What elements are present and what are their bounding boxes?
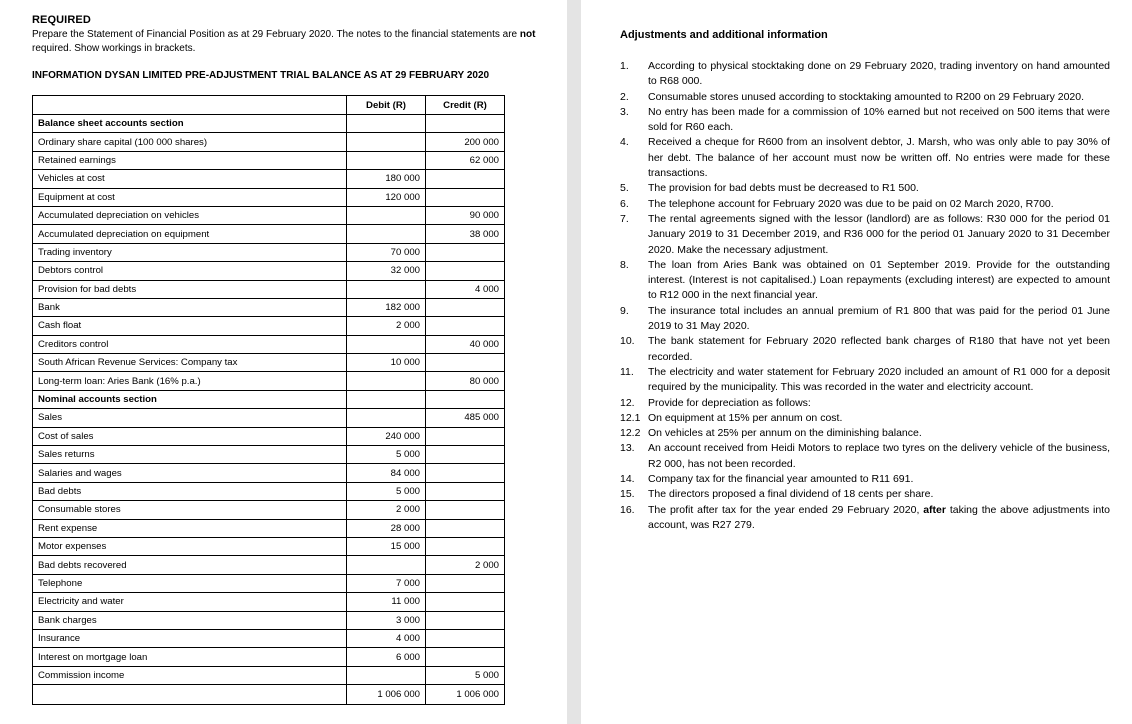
adjustment-item — [620, 105, 1110, 136]
row-debit: 28 000 — [347, 519, 426, 537]
table-row — [33, 464, 505, 482]
row-description: Ordinary share capital (100 000 shares) — [33, 133, 347, 151]
adjustment-text-main: According to physical stocktaking done on 29 February 2020, trading inventory on hand amounted to R68 000. — [648, 60, 1110, 88]
trial-balance-table — [32, 95, 505, 705]
row-description: Bank charges — [33, 611, 347, 629]
row-credit — [426, 501, 505, 519]
adjustment-text — [648, 135, 1110, 181]
adjustment-item — [620, 258, 1110, 304]
row-debit — [347, 115, 426, 133]
table-row — [33, 666, 505, 684]
total-credit: 1 006 000 — [426, 685, 505, 705]
adjustment-number: 5. — [620, 182, 629, 195]
adjustment-text — [648, 365, 1110, 396]
row-description: Equipment at cost — [33, 188, 347, 206]
table-row — [33, 648, 505, 666]
adjustment-text-main: Provide for depreciation as follows: — [648, 396, 811, 409]
row-debit — [347, 280, 426, 298]
row-debit: 5 000 — [347, 446, 426, 464]
adjustment-text-main: The loan from Aries Bank was obtained on 01 September 2019. Provide for the outstanding interest. (Interest is not capitalised.) Loan repayments (excluding interest) are expected to amount to R12 000 in the next financial year. — [648, 258, 1110, 302]
column-header-credit: Credit (R) — [426, 96, 505, 115]
table-row — [33, 170, 505, 188]
row-debit: 7 000 — [347, 574, 426, 592]
row-debit — [347, 409, 426, 427]
table-row — [33, 354, 505, 372]
table-row — [33, 409, 505, 427]
adjustment-number: 2. — [620, 90, 629, 103]
adjustment-item — [620, 503, 1110, 534]
adjustment-text-main: The bank statement for February 2020 reflected bank charges of R180 that have not yet been recorded. — [648, 335, 1110, 363]
row-debit — [347, 133, 426, 151]
adjustment-text-after: taking the above adjustments into account, was R27 279. — [648, 503, 1110, 531]
adjustment-number: 12.1 — [620, 411, 641, 424]
row-credit — [426, 170, 505, 188]
adjustment-item — [620, 441, 1110, 472]
adjustment-item — [620, 197, 1110, 212]
table-row — [33, 280, 505, 298]
adjustment-text — [648, 90, 1110, 105]
adjustment-text — [648, 59, 1110, 90]
row-debit: 10 000 — [347, 354, 426, 372]
row-description: Retained earnings — [33, 151, 347, 169]
row-credit — [426, 243, 505, 261]
adjustment-number: 4. — [620, 136, 629, 149]
required-text-part2: required. Show workings in brackets. — [32, 43, 196, 54]
adjustment-text-main: On vehicles at 25% per annum on the diminishing balance. — [648, 427, 922, 440]
section-row — [33, 115, 505, 133]
row-credit: 200 000 — [426, 133, 505, 151]
adjustment-text-main: The electricity and water statement for February 2020 included an amount of R1 000 for a deposit required by the municipality. This was recorded in the water and electricity account. — [648, 365, 1110, 394]
row-debit: 182 000 — [347, 298, 426, 316]
row-description: Debtors control — [33, 262, 347, 280]
adjustment-item — [620, 396, 1110, 411]
row-credit: 4 000 — [426, 280, 505, 298]
totals-row — [33, 685, 505, 705]
table-row — [33, 206, 505, 224]
row-description: Provision for bad debts — [33, 280, 347, 298]
adjustment-text-bold: after — [923, 503, 946, 516]
adjustment-text-main: The insurance total includes an annual premium of R1 800 that was paid for the period 01 June 2019 to 31 May 2020. — [648, 304, 1110, 333]
adjustment-text-main: Company tax for the financial year amounted to R11 691. — [648, 473, 914, 486]
adjustment-number: 15. — [620, 488, 635, 501]
adjustment-item — [620, 90, 1110, 105]
adjustment-text — [648, 396, 1110, 411]
adjustments-list — [620, 59, 1110, 533]
row-credit — [426, 390, 505, 408]
totals-label — [33, 685, 347, 705]
row-description: Sales returns — [33, 446, 347, 464]
row-description: Accumulated depreciation on vehicles — [33, 206, 347, 224]
table-row — [33, 537, 505, 555]
row-credit: 38 000 — [426, 225, 505, 243]
row-debit: 180 000 — [347, 170, 426, 188]
row-credit — [426, 298, 505, 316]
adjustment-text — [648, 426, 1110, 441]
row-credit — [426, 354, 505, 372]
adjustment-number: 11. — [620, 365, 634, 378]
adjustment-text-main: The provision for bad debts must be decreased to R1 500. — [648, 182, 919, 195]
row-debit — [347, 666, 426, 684]
row-credit: 485 000 — [426, 409, 505, 427]
adjustment-number: 8. — [620, 258, 629, 271]
row-debit: 2 000 — [347, 317, 426, 335]
row-credit — [426, 188, 505, 206]
row-debit: 15 000 — [347, 537, 426, 555]
adjustment-item — [620, 181, 1110, 196]
row-debit — [347, 372, 426, 390]
adjustment-text — [648, 197, 1110, 212]
adjustment-text — [648, 487, 1110, 502]
table-row — [33, 629, 505, 647]
table-row — [33, 372, 505, 390]
table-row — [33, 482, 505, 500]
adjustment-item — [620, 59, 1110, 90]
table-row — [33, 151, 505, 169]
row-credit — [426, 537, 505, 555]
row-description: Sales — [33, 409, 347, 427]
adjustment-number: 6. — [620, 197, 629, 210]
row-description: Trading inventory — [33, 243, 347, 261]
adjustment-item — [620, 212, 1110, 258]
table-header-row — [33, 96, 505, 115]
table-row — [33, 317, 505, 335]
row-description: Salaries and wages — [33, 464, 347, 482]
row-credit — [426, 482, 505, 500]
adjustment-item — [620, 365, 1110, 396]
table-row — [33, 243, 505, 261]
adjustment-number: 7. — [620, 212, 629, 225]
row-description: Vehicles at cost — [33, 170, 347, 188]
adjustment-number: 14. — [620, 473, 635, 486]
row-debit: 5 000 — [347, 482, 426, 500]
row-credit — [426, 593, 505, 611]
adjustment-number: 12.2 — [620, 427, 641, 440]
table-row — [33, 225, 505, 243]
column-header-description — [33, 96, 347, 115]
adjustment-text — [648, 212, 1110, 258]
information-heading: INFORMATION DYSAN LIMITED PRE-ADJUSTMENT TRIAL BALANCE AS AT 29 FEBRUARY 2020 — [32, 70, 490, 81]
row-debit — [347, 206, 426, 224]
table-row — [33, 188, 505, 206]
adjustment-number: 10. — [620, 335, 635, 348]
row-credit — [426, 611, 505, 629]
row-debit — [347, 335, 426, 353]
row-credit — [426, 648, 505, 666]
table-row — [33, 593, 505, 611]
row-credit — [426, 464, 505, 482]
row-description: Cost of sales — [33, 427, 347, 445]
adjustment-number: 13. — [620, 442, 635, 455]
row-credit: 40 000 — [426, 335, 505, 353]
row-credit: 62 000 — [426, 151, 505, 169]
row-credit — [426, 629, 505, 647]
row-description: Electricity and water — [33, 593, 347, 611]
row-description: Bank — [33, 298, 347, 316]
table-row — [33, 611, 505, 629]
table-row — [33, 298, 505, 316]
right-page — [581, 0, 1132, 724]
row-description: Bad debts recovered — [33, 556, 347, 574]
page-gutter — [567, 0, 581, 724]
adjustment-number: 1. — [620, 60, 629, 72]
column-header-debit: Debit (R) — [347, 96, 426, 115]
row-debit: 3 000 — [347, 611, 426, 629]
adjustment-text-main: The directors proposed a final dividend of 18 cents per share. — [648, 488, 934, 501]
row-description: Interest on mortgage loan — [33, 648, 347, 666]
row-debit: 4 000 — [347, 629, 426, 647]
row-debit: 2 000 — [347, 501, 426, 519]
adjustment-number: 16. — [620, 503, 635, 516]
required-heading: REQUIRED — [32, 14, 91, 26]
table-row — [33, 556, 505, 574]
table-row — [33, 133, 505, 151]
row-debit: 11 000 — [347, 593, 426, 611]
adjustment-text-main: On equipment at 15% per annum on cost. — [648, 411, 843, 424]
adjustment-item — [620, 304, 1110, 335]
row-debit — [347, 556, 426, 574]
adjustment-item — [620, 135, 1110, 181]
row-description: South African Revenue Services: Company tax — [33, 354, 347, 372]
adjustment-item — [620, 472, 1110, 487]
adjustment-number: 12. — [620, 396, 635, 409]
adjustment-text-main: The profit after tax for the year ended 29 February 2020, — [648, 503, 924, 516]
row-description: Long-term loan: Aries Bank (16% p.a.) — [33, 372, 347, 390]
row-credit: 90 000 — [426, 206, 505, 224]
adjustment-text-main: No entry has been made for a commission of 10% earned but not received on 500 items that were sold for R60 each. — [648, 105, 1110, 134]
row-credit — [426, 519, 505, 537]
row-credit — [426, 317, 505, 335]
table-row — [33, 335, 505, 353]
required-text-bold: not — [519, 29, 536, 40]
row-debit — [347, 225, 426, 243]
row-description: Nominal accounts section — [33, 390, 347, 408]
row-debit: 32 000 — [347, 262, 426, 280]
table-row — [33, 427, 505, 445]
row-debit: 120 000 — [347, 188, 426, 206]
adjustments-heading: Adjustments and additional information — [620, 29, 828, 41]
adjustment-text — [648, 304, 1110, 335]
adjustment-item — [620, 426, 1110, 441]
row-credit: 2 000 — [426, 556, 505, 574]
required-instructions — [32, 28, 542, 56]
adjustment-text — [648, 411, 1110, 426]
table-row — [33, 574, 505, 592]
row-credit: 5 000 — [426, 666, 505, 684]
adjustment-text-main: Received a cheque for R600 from an insolvent debtor, J. Marsh, who was only able to pay 30% of her debt. The balance of her account must now be written off. No entries were made for these transactions. — [648, 136, 1110, 180]
adjustment-text-main: The telephone account for February 2020 was due to be paid on 02 March 2020, R700. — [648, 197, 1054, 210]
row-description: Accumulated depreciation on equipment — [33, 225, 347, 243]
row-credit: 80 000 — [426, 372, 505, 390]
row-description: Cash float — [33, 317, 347, 335]
adjustment-text — [648, 441, 1110, 472]
row-description: Bad debts — [33, 482, 347, 500]
row-debit: 84 000 — [347, 464, 426, 482]
table-row — [33, 262, 505, 280]
row-description: Rent expense — [33, 519, 347, 537]
adjustment-number: 3. — [620, 105, 629, 118]
adjustment-item — [620, 334, 1110, 365]
trial-balance-body — [33, 115, 505, 705]
row-debit — [347, 390, 426, 408]
row-credit — [426, 262, 505, 280]
row-description: Consumable stores — [33, 501, 347, 519]
row-description: Telephone — [33, 574, 347, 592]
row-credit — [426, 574, 505, 592]
adjustment-text — [648, 503, 1110, 534]
table-row — [33, 501, 505, 519]
row-description: Commission income — [33, 666, 347, 684]
row-description: Motor expenses — [33, 537, 347, 555]
row-description: Insurance — [33, 629, 347, 647]
row-description: Creditors control — [33, 335, 347, 353]
adjustment-text — [648, 472, 1110, 487]
adjustment-item — [620, 487, 1110, 502]
adjustment-text-main: An account received from Heidi Motors to replace two tyres on the delivery vehicle of the business, R2 000, has not been recorded. — [648, 442, 1110, 470]
row-credit — [426, 115, 505, 133]
row-credit — [426, 427, 505, 445]
row-description: Balance sheet accounts section — [33, 115, 347, 133]
row-debit — [347, 151, 426, 169]
table-row — [33, 446, 505, 464]
total-debit: 1 006 000 — [347, 685, 426, 705]
row-credit — [426, 446, 505, 464]
adjustment-number: 9. — [620, 304, 629, 317]
adjustment-text — [648, 334, 1110, 365]
adjustment-text — [648, 105, 1110, 136]
row-debit: 70 000 — [347, 243, 426, 261]
adjustment-text-main: Consumable stores unused according to stocktaking amounted to R200 on 29 February 2020. — [648, 90, 1085, 103]
row-debit: 6 000 — [347, 648, 426, 666]
adjustment-item — [620, 411, 1110, 426]
required-text-part1: Prepare the Statement of Financial Position as at 29 February 2020. The notes to the financial statements are — [32, 29, 520, 40]
table-row — [33, 519, 505, 537]
row-debit: 240 000 — [347, 427, 426, 445]
adjustment-text-main: The rental agreements signed with the lessor (landlord) are as follows: R30 000 for the period 01 January 2019 to 31 December 2019, and R36 000 for the period 01 January 2020 to 31 December 2020. Make the necessary adjustment. — [648, 212, 1110, 256]
adjustment-text — [648, 181, 1110, 196]
adjustment-text — [648, 258, 1110, 304]
section-row — [33, 390, 505, 408]
